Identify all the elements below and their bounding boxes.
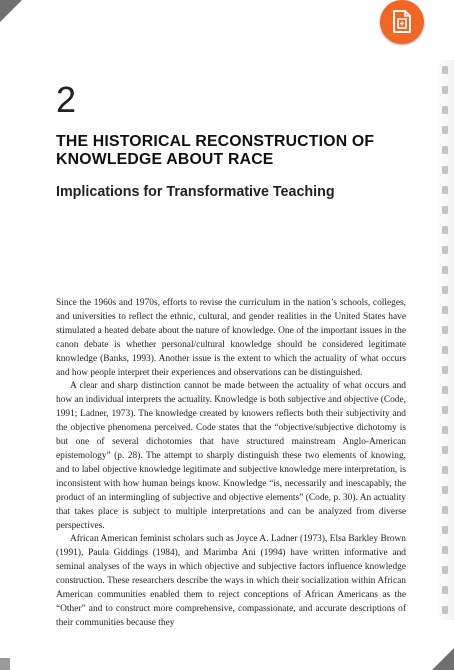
paragraph-2: A clear and sharp distinction cannot be made between the actuality of what occurs and how an individual interprets the actuality. Knowledge is both subjective and objective (Code, 1991; Ladner, 1973). The knowledge created by knowers reflects both their subjectivity and the objective phenomena perceived. Code states that the “objective/subjective dichotomy is but one of several dichotomies that have structured mainstream Anglo-American epistemology” (p. 28). The attempt to sharply distinguish these two elements of knowing, and to label objective knowledge legitimate and subjective knowledge mere interpretation, is inconsistent with how human beings know. Knowledge “is, necessarily and inescapably, the product of an intermingling of subjective and objective elements” (Code, p. 30). An actuality that takes place is subject to multiple interpretations and can be analyzed from diverse perspectives. (56, 381, 406, 531)
edge-mark (442, 526, 448, 534)
edge-mark (442, 306, 448, 314)
edge-mark (442, 106, 448, 114)
page-edge-strip (436, 60, 454, 620)
edge-mark (442, 206, 448, 214)
edge-mark (442, 586, 448, 594)
page-corner-top-left (0, 0, 22, 22)
edge-mark (442, 66, 448, 74)
paragraph-1: Since the 1960s and 1970s, efforts to revise the curriculum in the nation’s schools, colleges, and universities to reflect the ethnic, cultural, and gender realities in the United States have stimulated a heated debate about the nature of knowledge. One of the important issues in the canon debate is whether personal/cultural knowledge should be considered legitimate knowledge (Banks, 1993). Another issue is the extent to which the actuality of what occurs and how people interpret their experiences and observations can be distinguished. (56, 298, 406, 378)
edge-mark (442, 446, 448, 454)
edge-mark (442, 566, 448, 574)
edge-mark (442, 506, 448, 514)
edge-mark (442, 386, 448, 394)
edge-mark (442, 406, 448, 414)
edge-mark (442, 186, 448, 194)
edge-mark (442, 326, 448, 334)
edge-mark (442, 426, 448, 434)
chapter-title: THE HISTORICAL RECONSTRUCTION OF KNOWLEDGE ABOUT RACE (56, 133, 375, 168)
paragraph-3: African American feminist scholars such as Joyce A. Ladner (1973), Elsa Barkley Brown (1991), Paula Giddings (1984), and Marimba Ani (1994) have written informative and seminal analyses of the ways in which objective and subjective factors influence knowledge construction. These researchers describe the ways in which their socialization within African American communities enabled them to reject conceptions of African Americans as the “Other” and to construct more comprehensive, compassionate, and accurate descriptions of their communities because they (56, 534, 406, 628)
edge-mark (442, 286, 448, 294)
reader-mode-icon (391, 9, 413, 35)
edge-mark (442, 366, 448, 374)
edge-mark (442, 346, 448, 354)
edge-mark (442, 226, 448, 234)
edge-mark (442, 126, 448, 134)
reader-mode-button[interactable] (380, 0, 424, 44)
edge-mark (442, 606, 448, 614)
edge-mark (442, 86, 448, 94)
chapter-subtitle: Implications for Transformative Teaching (56, 184, 335, 200)
page-corner-bottom-left (0, 658, 10, 670)
page-corner-bottom-right (432, 648, 454, 670)
edge-mark (442, 486, 448, 494)
body-text (56, 297, 406, 631)
edge-mark (442, 466, 448, 474)
edge-mark (442, 166, 448, 174)
edge-mark (442, 546, 448, 554)
edge-mark (442, 246, 448, 254)
edge-mark (442, 146, 448, 154)
chapter-number: 2 (56, 79, 77, 120)
edge-mark (442, 266, 448, 274)
